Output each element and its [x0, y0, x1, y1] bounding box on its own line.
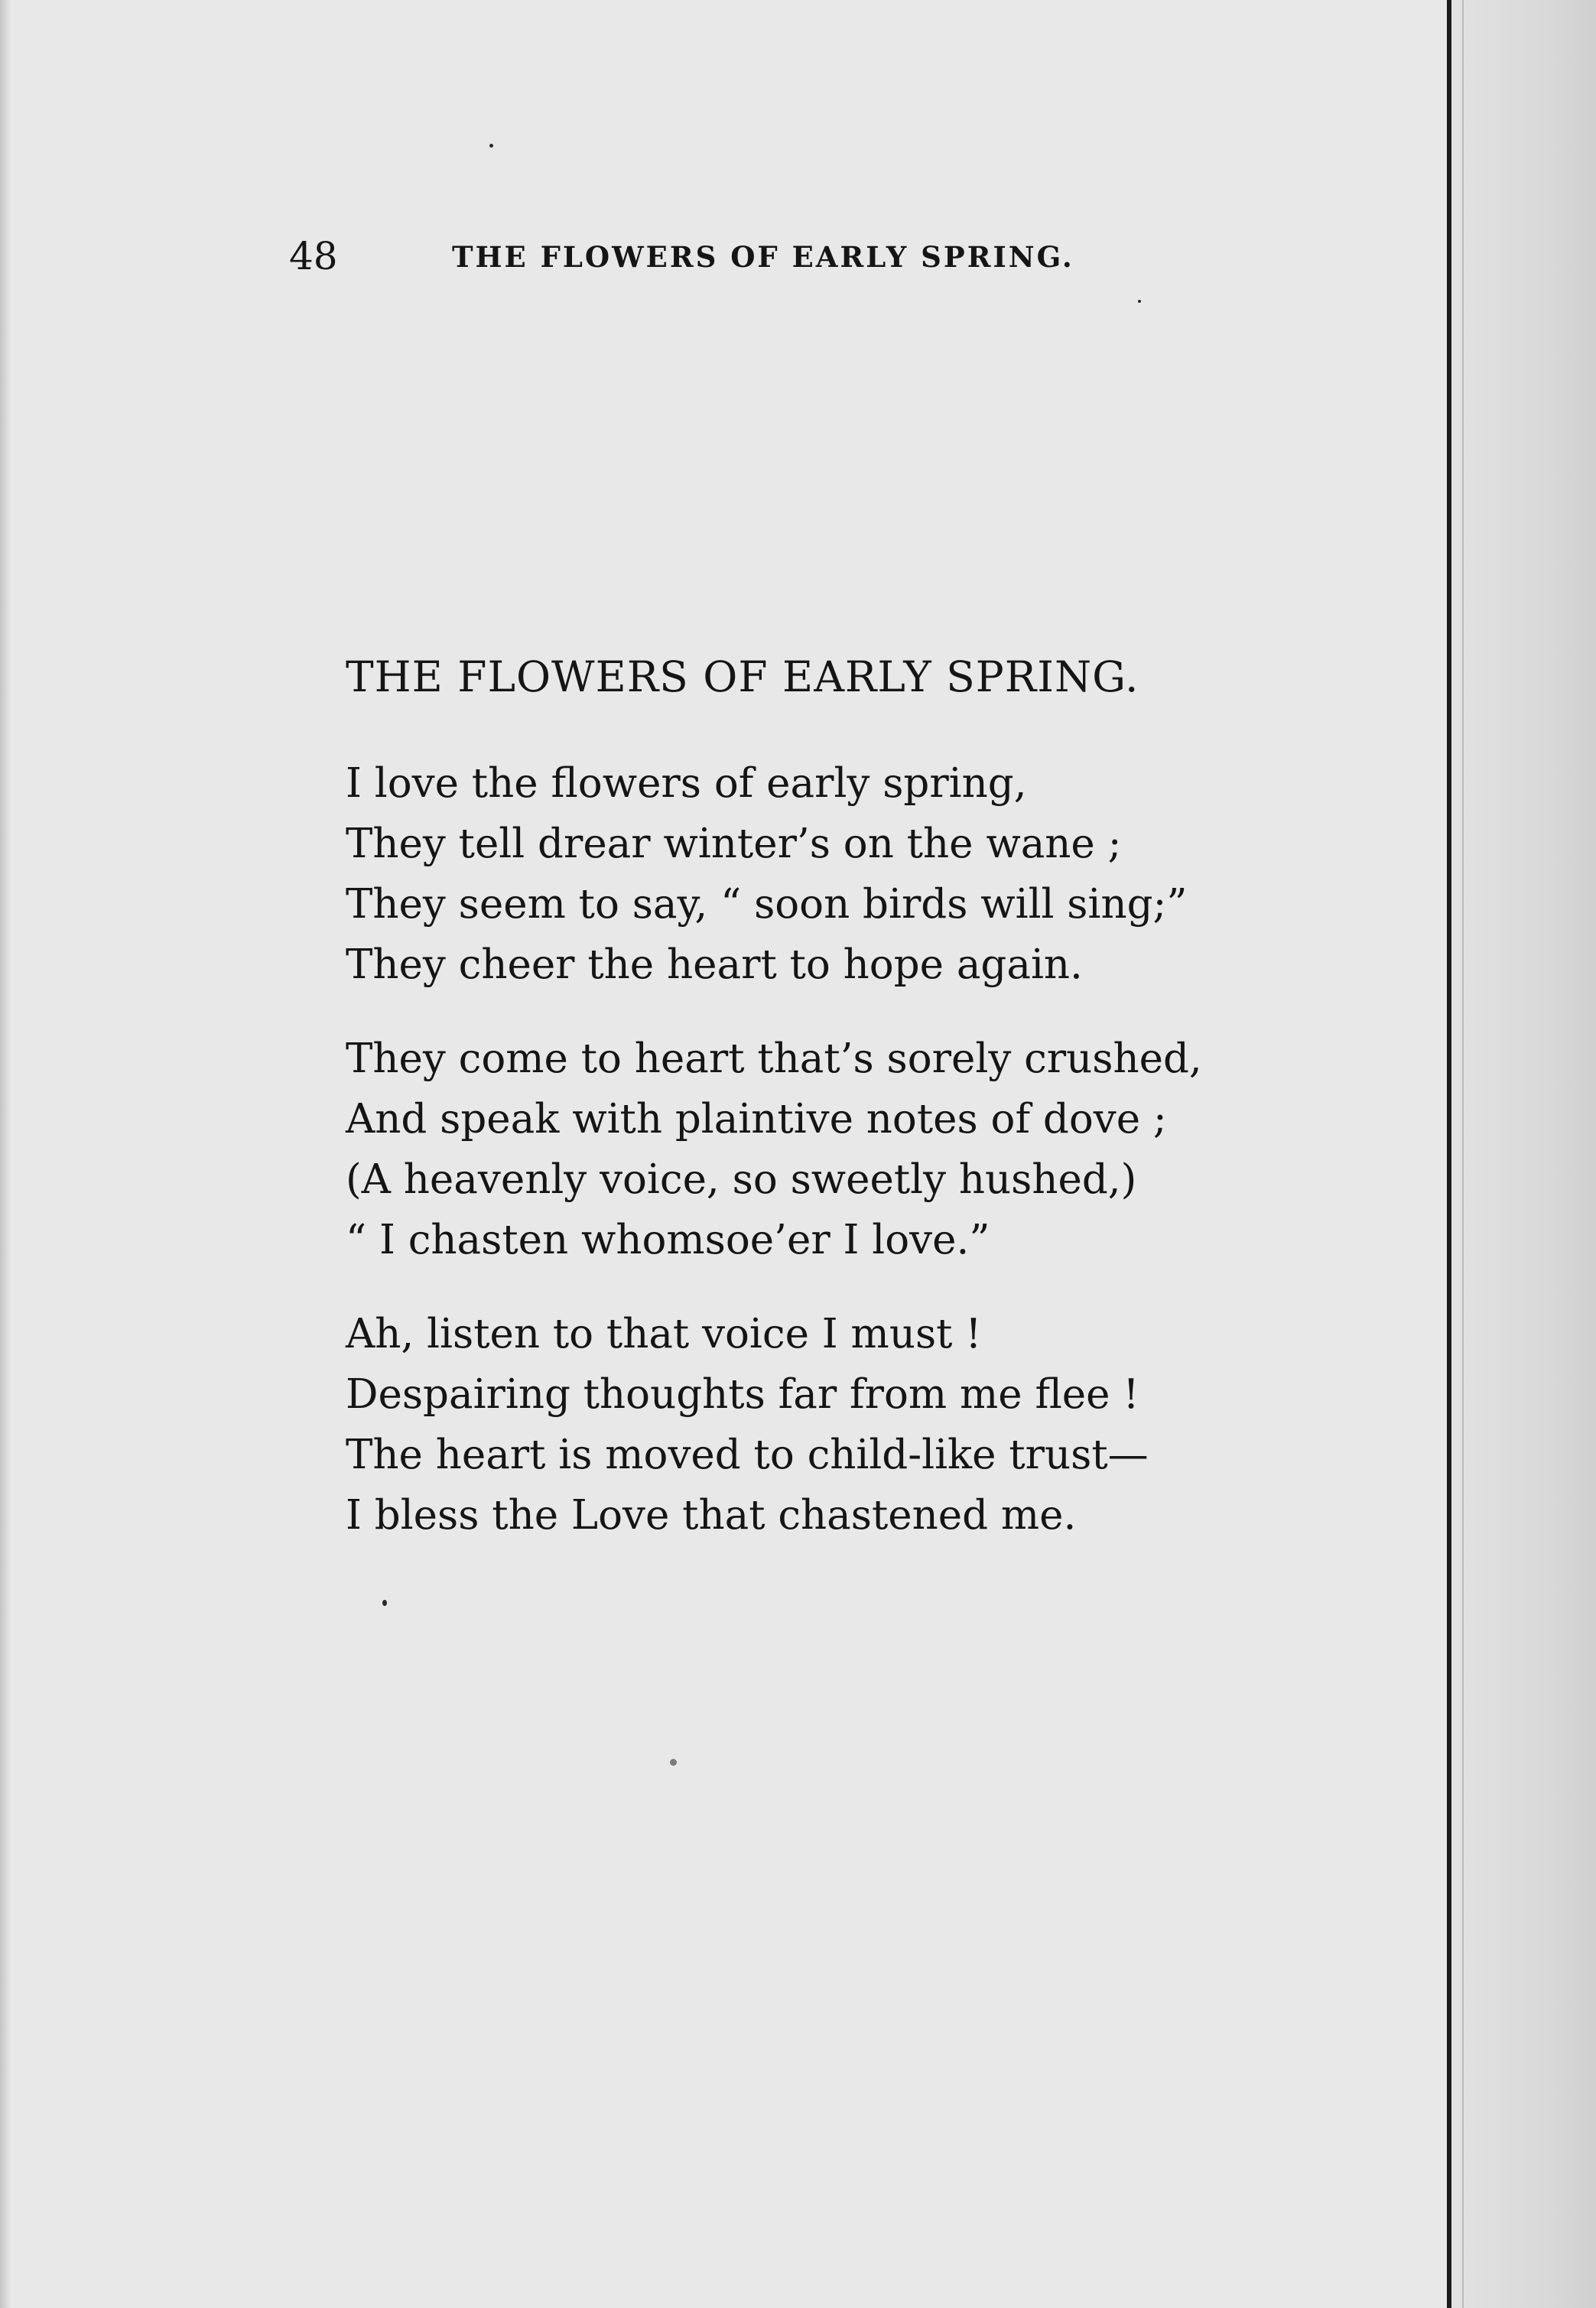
poem-line: Despairing thoughts far from me flee !	[346, 1371, 1139, 1418]
stanza-3	[346, 1304, 1340, 1546]
binding-gutter	[1451, 0, 1596, 2308]
poem-line: They come to heart that’s sorely crushed,	[346, 1035, 1202, 1082]
binding-edge-line-secondary	[1462, 0, 1464, 2308]
poem-line: They tell drear winter’s on the wane ;	[346, 821, 1122, 867]
poem-line: Ah, listen to that voice I must !	[346, 1311, 982, 1357]
poem-line: They seem to say, “ soon birds will sing;”	[346, 881, 1188, 928]
running-header	[289, 233, 1207, 279]
stanza-1	[346, 753, 1340, 995]
ink-speck	[382, 1600, 387, 1606]
ink-speck	[1138, 300, 1141, 303]
poem-title: THE FLOWERS OF EARLY SPRING.	[346, 652, 1139, 701]
poem-line: I bless the Love that chastened me.	[346, 1492, 1077, 1539]
ink-speck	[489, 144, 493, 148]
poem-line: And speak with plaintive notes of dove ;	[346, 1096, 1167, 1143]
stanza-2	[346, 1029, 1340, 1270]
poem-body	[346, 753, 1340, 1579]
binding-edge-line	[1447, 0, 1451, 2308]
poem-line: I love the flowers of early spring,	[346, 760, 1027, 807]
poem-line: “ I chasten whomsoe’er I love.”	[346, 1217, 990, 1263]
running-title: THE FLOWERS OF EARLY SPRING.	[452, 240, 1074, 274]
poem-line: (A heavenly voice, so sweetly hushed,)	[346, 1156, 1137, 1203]
page-left-edge	[0, 0, 11, 2308]
poem-line: The heart is moved to child-like trust—	[346, 1432, 1149, 1478]
ink-speck	[670, 1759, 677, 1766]
page-number: 48	[289, 234, 338, 278]
poem-line: They cheer the heart to hope again.	[346, 941, 1083, 988]
